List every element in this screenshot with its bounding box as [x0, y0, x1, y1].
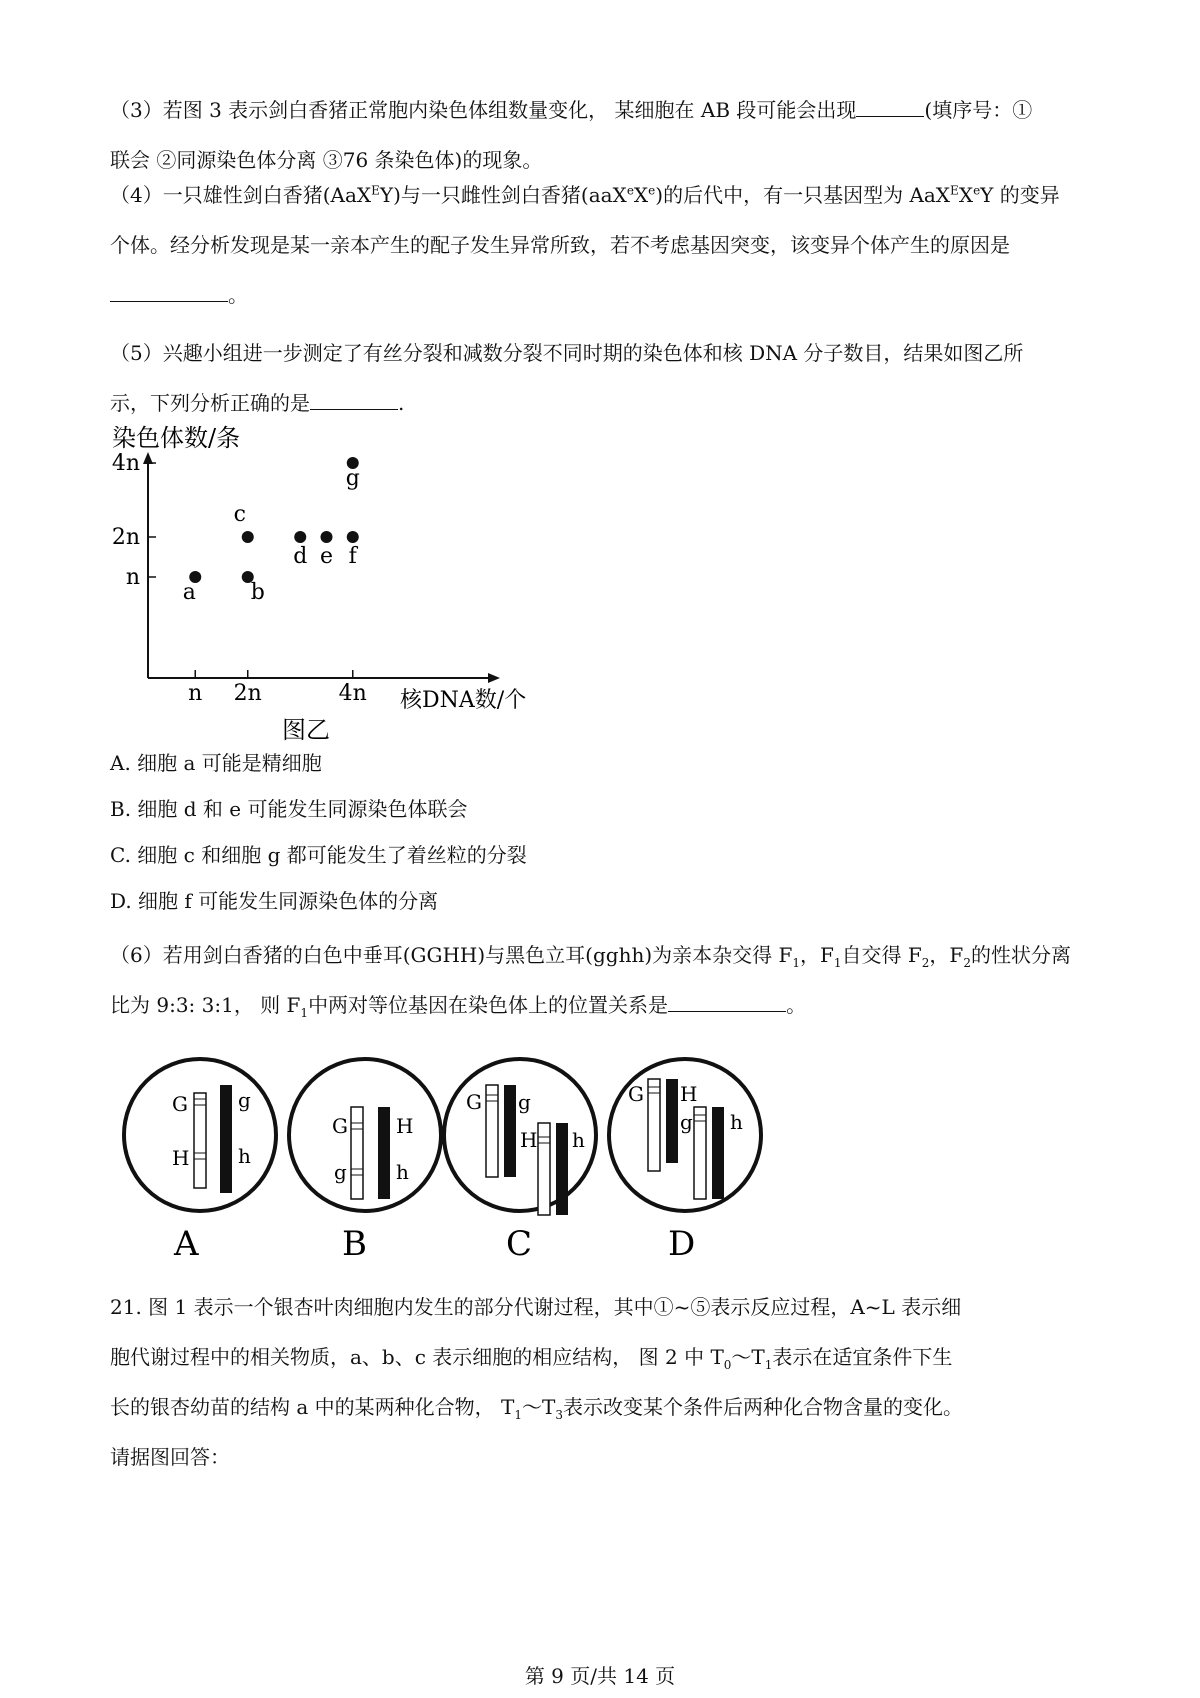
- cell-b-gene-1: G: [332, 1114, 348, 1138]
- cell-a[interactable]: [124, 1059, 276, 1264]
- cell-c-gene-2: g: [518, 1090, 531, 1114]
- q21-text: ～T: [731, 1345, 765, 1369]
- q4-text-end: 。: [228, 283, 248, 307]
- q3-text-2: (填序号：①: [924, 98, 1033, 122]
- cell-d[interactable]: [609, 1059, 761, 1264]
- answer-blank-q4[interactable]: [110, 281, 228, 302]
- cell-a-gene-3: g: [238, 1088, 251, 1112]
- option-a[interactable]: A. 细胞 a 可能是精细胞: [110, 751, 322, 775]
- cell-a-label: A: [174, 1224, 199, 1264]
- y-tick-label: n: [125, 565, 140, 590]
- q21-sub: 1: [764, 1358, 773, 1372]
- answer-blank-q3[interactable]: [856, 96, 924, 117]
- x-tick-label: 2n: [233, 681, 262, 706]
- x-axis-arrow: [488, 673, 500, 683]
- q6-sub: 1: [833, 956, 842, 970]
- data-point-label-b: b: [250, 580, 265, 605]
- chart-ylabel: 染色体数/条: [112, 424, 241, 452]
- q4-sup: e: [648, 183, 656, 198]
- q21-text: 表示在适宜条件下生: [772, 1345, 953, 1369]
- cell-d-gene-1: G: [628, 1082, 644, 1106]
- cell-d-gene-4: h: [730, 1110, 743, 1134]
- q21-text: 长的银杏幼苗的结构 a 中的某两种化合物， T: [110, 1395, 515, 1419]
- q6-sub: 1: [792, 956, 801, 970]
- cell-d-label: D: [668, 1224, 696, 1264]
- y-tick-label: 4n: [111, 451, 140, 476]
- q4-sup: E: [371, 183, 380, 198]
- data-point-label-f: f: [348, 544, 357, 569]
- option-d[interactable]: D. 细胞 f 可能发生同源染色体的分离: [110, 889, 439, 913]
- cell-c-gene-1: G: [466, 1090, 482, 1114]
- q21-text: 胞代谢过程中的相关物质，a、b、c 表示细胞的相应结构， 图 2 中 T: [110, 1345, 724, 1369]
- answer-blank-q6[interactable]: [668, 991, 786, 1012]
- y-tick-label: 2n: [111, 525, 140, 550]
- cell-a-gene-2: H: [172, 1146, 190, 1170]
- q6-sub: 1: [300, 1006, 309, 1020]
- chart-title: 图乙: [282, 716, 330, 744]
- q6-sub: 2: [963, 956, 971, 970]
- q5-text-3: .: [398, 391, 405, 415]
- q4-sup: e: [626, 183, 634, 198]
- option-b[interactable]: B. 细胞 d 和 e 可能发生同源染色体联会: [110, 797, 468, 821]
- q4-sup: E: [950, 183, 959, 198]
- cell-a-gene-1: G: [172, 1092, 188, 1116]
- q6-text: （6）若用剑白香猪的白色中垂耳(GGHH)与黑色立耳(gghh)为亲本杂交得 F: [110, 943, 793, 967]
- q6-text: ，F: [929, 943, 964, 967]
- q4-text: Y)与一只雌性剑白香猪(aaX: [379, 183, 627, 207]
- cell-b-gene-3: H: [396, 1114, 414, 1138]
- data-point-label-e: e: [319, 544, 334, 569]
- question-4: [110, 170, 1110, 320]
- q5-text-2: 示，下列分析正确的是: [110, 391, 310, 415]
- q3-text-1: （3）若图 3 表示剑白香猪正常胞内染色体组数量变化， 某细胞在 AB 段可能会出现: [110, 98, 857, 122]
- q3-text-3: 联会 ②同源染色体分离 ③76 条染色体)的现象。: [110, 148, 543, 172]
- q6-sub: 2: [921, 956, 930, 970]
- data-point-e: [321, 531, 333, 543]
- q4-text: Y 的变异: [980, 183, 1060, 207]
- q6-text: 自交得 F: [841, 943, 922, 967]
- cell-a-gene-4: h: [238, 1144, 251, 1168]
- chart-xlabel: 核DNA数/个: [400, 688, 527, 713]
- q4-text: （4）一只雄性剑白香猪(AaX: [110, 183, 372, 207]
- q21-sub: 1: [514, 1408, 522, 1422]
- x-tick-label: n: [188, 681, 203, 706]
- q6-text: 。: [786, 993, 807, 1017]
- question-6: [110, 930, 1110, 1030]
- q4-text: X: [958, 183, 974, 207]
- q6-text: 的性状分离: [970, 943, 1071, 967]
- q5-text-1: （5）兴趣小组进一步测定了有丝分裂和减数分裂不同时期的染色体和核 DNA 分子数目，结果如图乙所: [110, 341, 1024, 365]
- chromosome-diagrams[interactable]: [110, 1045, 830, 1275]
- cell-c[interactable]: [444, 1059, 596, 1264]
- q4-sup: e: [973, 183, 981, 198]
- q6-text: 中两对等位基因在染色体上的位置关系是: [308, 993, 669, 1017]
- answer-blank-q5[interactable]: [310, 389, 398, 410]
- data-point-label-c: c: [233, 502, 246, 527]
- cell-b-gene-2: g: [334, 1160, 347, 1184]
- data-point-f: [347, 531, 359, 543]
- q21-text-1: 21. 图 1 表示一个银杏叶肉细胞内发生的部分代谢过程，其中①~⑤表示反应过程，A~L 表示细: [110, 1295, 962, 1319]
- x-tick-label: 4n: [338, 681, 367, 706]
- q6-text: ，F: [800, 943, 834, 967]
- page-footer: 第 9 页/共 14 页: [524, 1664, 676, 1688]
- q6-text: 比为 9:3: 3:1， 则 F: [110, 993, 301, 1017]
- q21-sub: 3: [555, 1408, 563, 1422]
- data-point-d: [294, 531, 306, 543]
- cell-d-gene-3: g: [680, 1110, 693, 1134]
- data-point-c: [242, 531, 254, 543]
- question-21: [110, 1282, 1110, 1482]
- cell-c-gene-3: H: [520, 1128, 538, 1152]
- figure-yi-chart: [100, 420, 560, 760]
- q21-text: 表示改变某个条件后两种化合物含量的变化。: [562, 1395, 963, 1419]
- q21-sub: 0: [723, 1358, 732, 1372]
- q21-text-4: 请据图回答：: [110, 1445, 230, 1469]
- chart-points: [183, 457, 360, 605]
- chart-ticks: [112, 451, 367, 706]
- cell-c-label: C: [506, 1224, 533, 1264]
- option-c[interactable]: C. 细胞 c 和细胞 g 都可能发生了着丝粒的分裂: [110, 843, 527, 867]
- cell-b-label: B: [342, 1224, 367, 1264]
- q4-text-2: 个体。经分析发现是某一亲本产生的配子发生异常所致，若不考虑基因突变，该变异个体产生的原因是: [110, 233, 1010, 257]
- y-axis-arrow: [143, 452, 153, 464]
- cell-d-gene-2: H: [680, 1082, 698, 1106]
- cell-c-gene-4: h: [572, 1128, 585, 1152]
- q21-text: ～T: [521, 1395, 556, 1419]
- cell-b[interactable]: [289, 1059, 441, 1264]
- q4-text: X: [633, 183, 649, 207]
- cell-b-gene-4: h: [396, 1160, 409, 1184]
- q4-text: )的后代中，有一只基因型为 AaX: [655, 183, 951, 207]
- data-point-label-g: g: [345, 466, 360, 491]
- data-point-label-d: d: [293, 544, 308, 569]
- data-point-label-a: a: [182, 580, 196, 605]
- question-5: [110, 328, 1110, 428]
